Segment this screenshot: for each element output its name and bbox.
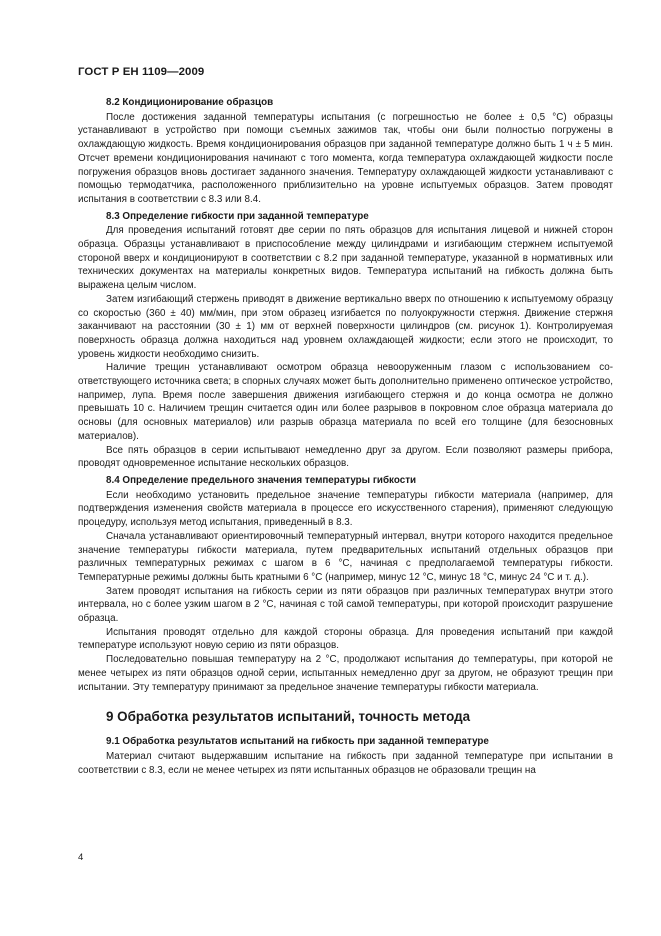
section-heading-8-4: 8.4 Определение предельного значения температуры гибкости (106, 474, 417, 486)
document-body (78, 93, 613, 777)
section-heading-8-3: 8.3 Определение гибкости при заданной температуре (106, 210, 369, 222)
standard-code-header: ГОСТ Р ЕН 1109—2009 (78, 66, 205, 78)
paragraph: Все пять образцов в серии испытывают немедленно друг за другом. Если позволяют размеры прибора, проводят одновременное испытание нескольких образцов. (78, 444, 613, 470)
paragraph: Если необходимо установить предельное значение температуры гибкости материала (например, для подтверждения изменения свойств материала в процессе его искусственного старения), применяют следующую процедуру, используя метод испытания, приведенный в 8.3. (78, 489, 613, 529)
paragraph: Наличие трещин устанавливают осмотром образца невооруженным глазом с использованием соответствующего источника света; в спорных случаях может быть дополнительно применено оптическое устройство, например, лупа. Время после завершения движения изгибающего стержня и до конца осмотра не должно превышать 10 с. Наличием трещин считается один или более разрывов в покровном слое образца материала до основы (для основных материалов) или разрыв образца материала по всей его толщине (для безосновных материалов). (78, 362, 613, 442)
paragraph: Сначала устанавливают ориентировочный температурный интервал, внутри которого находится предельное значение температуры гибкости материала, путем предварительных испытаний отдельных образцов при различных температурных режимах с шагом в 6 °С, начиная с предполагаемой температуры гибкости. Температурные режимы должны быть кратными 6 °С (например, минус 12 °С, минус 18 °С, минус 24 °С и т. д.). (78, 530, 613, 583)
paragraph: Последовательно повышая температуру на 2 °С, продолжают испытания до температуры, при которой не менее четырех из пяти образцов одной серии, испытанных немедленно друг за другом, не образуют трещин при испытании. Эту температуру принимают за предельное значение температуры гибкости материала. (78, 654, 613, 693)
paragraph: Затем изгибающий стержень приводят в движение вертикально вверх по отношению к испытуемому образцу со скоростью (360 ± 40) мм/мин, при этом образец изгибается по полуокружности стержня. Движение стержня заканчивают на расстоянии (30 ± 1) мм от верхней поверхности цилиндров (см. рисунок 1). Контролируемая поверхность образца должна находиться над уровнем охлаждающей жидкости; если этого не происходит, то уровень жидкости необходимо снизить. (78, 293, 613, 360)
paragraph: Материал считают выдержавшим испытание на гибкость при заданной температуре при испытании в соответствии с 8.3, если не менее четырех из пяти испытанных образцов не образовали трещин на (78, 750, 613, 776)
section-heading-9-1: 9.1 Обработка результатов испытаний на гибкость при заданной температуре (106, 736, 489, 748)
chapter-heading-9: 9 Обработка результатов испытаний, точность метода (106, 709, 471, 725)
paragraph: Затем проводят испытания на гибкость серии из пяти образцов при различных температурах внутри этого интервала, но с более узким шагом в 2 °С, начиная с той самой температуры, при которой происходит разрушение образца. (78, 585, 613, 625)
paragraph: Для проведения испытаний готовят две серии по пять образцов для испытания лицевой и нижней сторон образца. Образцы устанавливают в приспособление между цилиндрами и изгибающим стержнем испытуемой стороной вверх и кондиционируют в соответствии с 8.2 при заданной температуре, указанной в нормативных или технических документах на материалы конкретных видов. Температура испытаний на гибкость должна быть выражена целым числом. (78, 225, 613, 292)
page-number: 4 (78, 852, 84, 863)
section-heading-8-2: 8.2 Кондиционирование образцов (106, 97, 274, 108)
paragraph: После достижения заданной температуры испытания (с погрешностью не более ± 0,5 °С) образцы устанавливают в устройство при помощи съемных зажимов так, чтобы они были полностью погружены в охлаждающую жидкость. Время кондиционирования образцов при заданной температуре должно быть 1 ч ± 5 мин. Отсчет времени кондиционирования начинают с того момента, когда температура охлаждающей жидкости после погружения образцов вновь достигает заданного значения. Температуру охлаждающей жидкости устанавливают с помощью термодатчика, расположенного приблизительно на уровне испытуемых образцов. Затем проводят испытания в соответствии с 8.3 или 8.4. (78, 111, 613, 205)
paragraph: Испытания проводят отдельно для каждой стороны образца. Для проведения испытаний при каждой температуре используют новую серию из пяти образцов. (78, 626, 613, 652)
